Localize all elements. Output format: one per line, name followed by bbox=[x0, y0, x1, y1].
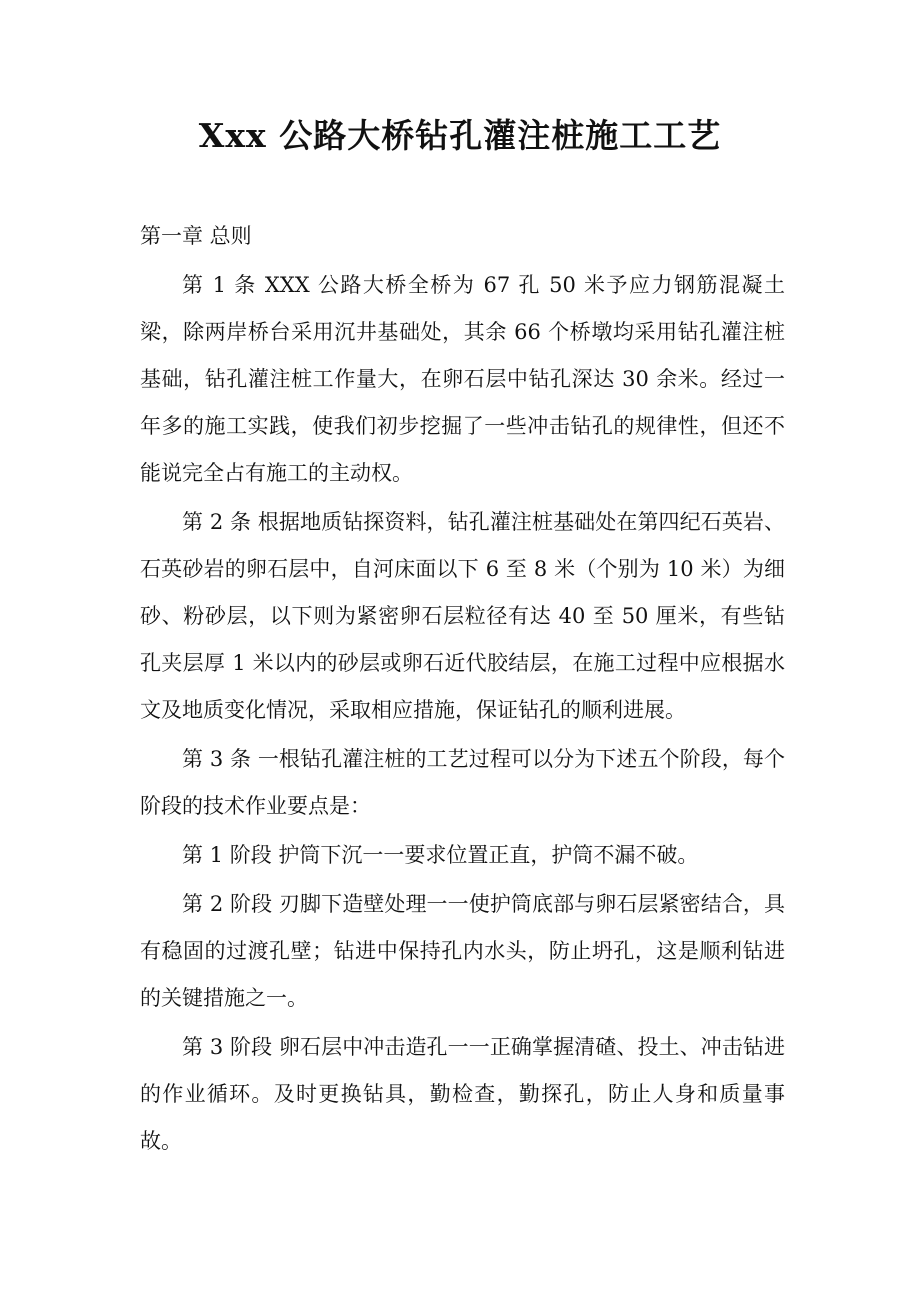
document-body bbox=[140, 213, 785, 1167]
paragraph-article-3: 第 3 条 一根钻孔灌注桩的工艺过程可以分为下述五个阶段，每个阶段的技术作业要点是： bbox=[140, 747, 785, 818]
paragraph-stage-3: 第 3 阶段 卵石层中冲击造孔一一正确掌握清碴、投土、冲击钻进的作业循环。及时更换钻具，勤检查，勤探孔，防止人身和质量事故。 bbox=[140, 1035, 785, 1153]
paragraph-article-2: 第 2 条 根据地质钻探资料，钻孔灌注桩基础处在第四纪石英岩、石英砂岩的卵石层中，自河床面以下 6 至 8 米（个别为 10 米）为细砂、粉砂层，以下则为紧密卵石层粒径有达 40 至 50 厘米，有些钻孔夹层厚 1 米以内的砂层或卵石近代胶结层，在施工过程中应根据水文及地质变化情况，采取相应措施，保证钻孔的顺利进展。 bbox=[140, 510, 785, 722]
document-title: Xxx 公路大桥钻孔灌注桩施工工艺 bbox=[198, 116, 722, 155]
paragraph-stage-1: 第 1 阶段 护筒下沉一一要求位置正直，护筒不漏不破。 bbox=[182, 843, 699, 867]
paragraph-article-1: 第 1 条 XXX 公路大桥全桥为 67 孔 50 米予应力钢筋混凝土梁，除两岸桥台采用沉井基础处，其余 66 个桥墩均采用钻孔灌注桩基础，钻孔灌注桩工作量大，在卵石层中钻孔深达 30 余米。经过一年多的施工实践，使我们初步挖掘了一些冲击钻孔的规律性，但还不能说完全占有施工的主动权。 bbox=[140, 273, 785, 485]
paragraph-stage-2: 第 2 阶段 刃脚下造壁处理一一使护筒底部与卵石层紧密结合，具有稳固的过渡孔壁；钻进中保持孔内水头，防止坍孔，这是顺利钻进的关键措施之一。 bbox=[140, 892, 785, 1010]
chapter-heading: 第一章 总则 bbox=[140, 224, 252, 248]
